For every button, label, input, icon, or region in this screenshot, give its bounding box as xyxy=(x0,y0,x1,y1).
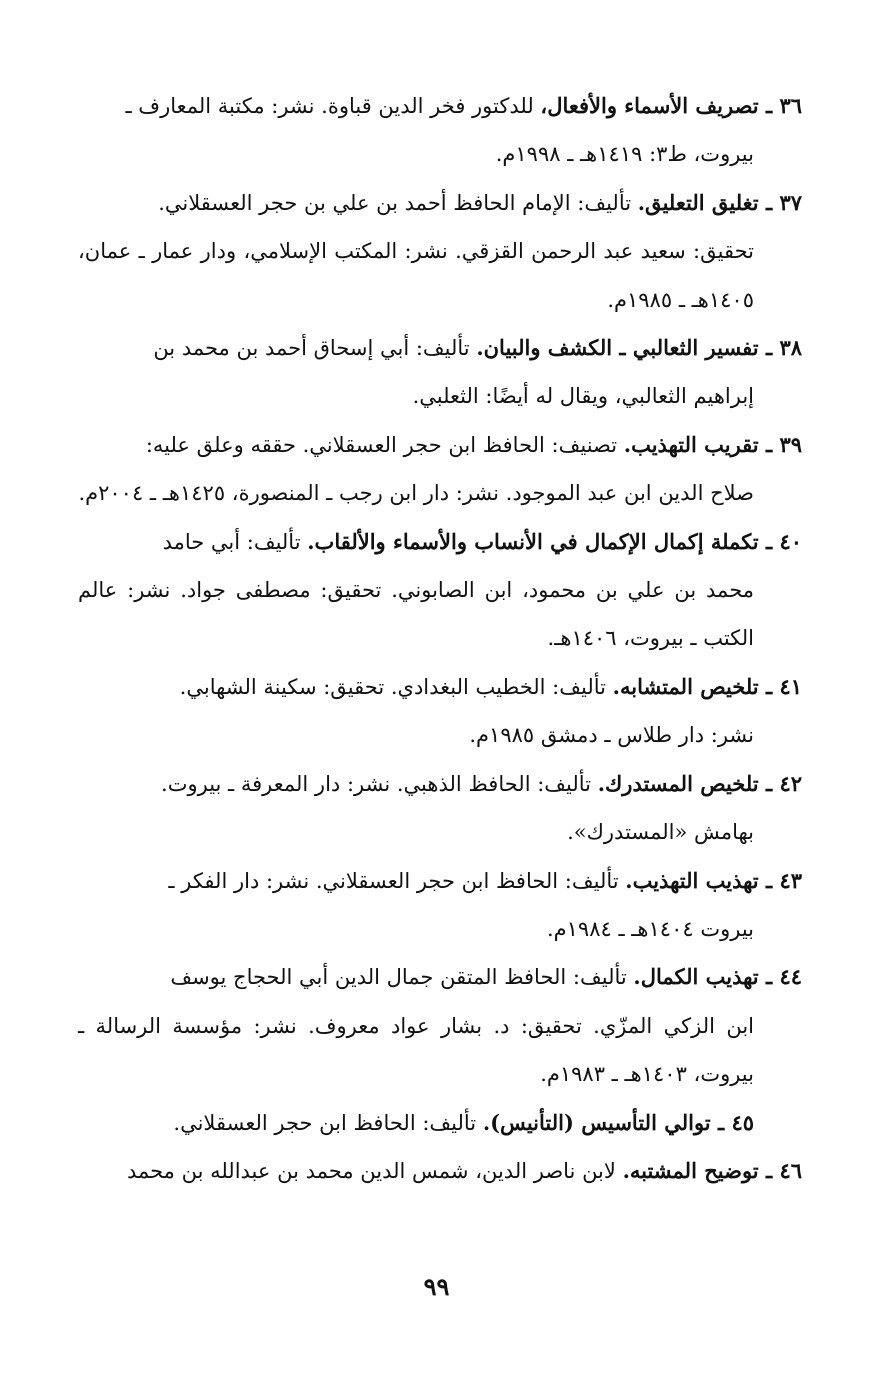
bibliography-entry xyxy=(78,324,802,421)
entry-continuation: إبراهيم الثعالبي، ويقال له أيضًا: الثعلبي. xyxy=(412,384,754,409)
bibliography-entry xyxy=(78,82,802,179)
entry-title: تلخيص المستدرك. xyxy=(597,770,759,796)
bibliography-entry xyxy=(78,857,802,954)
entry-number: ٤١ xyxy=(779,673,802,699)
entry-first-line: ٣٦ ـ تصريف الأسماء والأفعال، للدكتور فخر الدين قباوة. نشر: مكتبة المعارف ـ xyxy=(125,93,802,118)
entry-continuation: نشر: دار طلاس ـ دمشق ١٩٨٥م. xyxy=(469,723,754,748)
entry-number: ٤٥ xyxy=(731,1109,754,1135)
entry-continuation: بهامش «المستدرك». xyxy=(567,820,754,845)
bibliography-entry xyxy=(78,1099,802,1147)
entry-first-line: ٤٢ ـ تلخيص المستدرك. تأليف: الحافظ الذهبي. نشر: دار المعرفة ـ بيروت. xyxy=(161,770,802,796)
bibliography-entry xyxy=(78,421,802,518)
entry-first-line: ٤٦ ـ توضيح المشتبه. لابن ناصر الدين، شمس الدين محمد بن عبدالله بن محمد xyxy=(126,1157,802,1183)
bibliography-entry xyxy=(78,1147,802,1195)
entry-continuation: بيروت ١٤٠٤هـ ـ ١٩٨٤م. xyxy=(546,916,754,941)
entry-first-line: ٣٧ ـ تغليق التعليق. تأليف: الإمام الحافظ أحمد بن علي بن حجر العسقلاني. xyxy=(158,189,802,215)
entry-title: تلخيص المتشابه. xyxy=(612,673,759,699)
entry-title: توالي التأسيس (التأنيس). xyxy=(482,1109,711,1135)
entry-text: للدكتور فخر الدين قباوة. نشر: مكتبة المعارف ـ xyxy=(125,94,541,118)
entry-continuation: ابن الزكي المزّي. تحقيق: د. بشار عواد معروف. نشر: مؤسسة الرسالة ـ بيروت، ١٤٠٣هـ ـ ١٩٨٣م. xyxy=(78,1013,754,1087)
entry-title: تهذيب الكمال. xyxy=(633,964,759,990)
entry-text: تأليف: أبي إسحاق أحمد بن محمد بن xyxy=(153,336,477,361)
bibliography-entry xyxy=(78,518,802,663)
entry-text: تأليف: الحافظ ابن حجر العسقلاني. xyxy=(173,1110,483,1135)
entry-number: ٣٩ xyxy=(779,431,802,457)
entry-title: تهذيب التهذيب. xyxy=(625,867,759,893)
bibliography-entry xyxy=(78,953,802,1098)
entry-continuation: صلاح الدين ابن عبد الموجود. نشر: دار ابن رجب ـ المنصورة، ١٤٢٥هـ ـ ٢٠٠٤م. xyxy=(78,481,754,506)
entry-number: ٣٦ xyxy=(779,93,802,118)
entry-text: لابن ناصر الدين، شمس الدين محمد بن عبدالله بن محمد xyxy=(126,1158,623,1183)
entry-title: تقريب التهذيب. xyxy=(623,431,759,457)
entry-text: تأليف: أبي حامد xyxy=(162,529,308,554)
entry-continuation: تحقيق: سعيد عبد الرحمن القزقي. نشر: المكتب الإسلامي، ودار عمار ـ عمان، ١٤٠٥هـ ـ ١٩٨٥م. xyxy=(78,239,754,312)
entry-first-line: ٣٨ ـ تفسير الثعالبي ـ الكشف والبيان. تأليف: أبي إسحاق أحمد بن محمد بن xyxy=(153,335,802,361)
entry-number: ٣٧ xyxy=(779,189,802,215)
entry-title: تفسير الثعالبي ـ الكشف والبيان. xyxy=(476,335,759,361)
bibliography-entry xyxy=(78,179,802,324)
entry-first-line: ٤٤ ـ تهذيب الكمال. تأليف: الحافظ المتقن جمال الدين أبي الحجاج يوسف xyxy=(170,964,802,990)
entry-text: تصنيف: الحافظ ابن حجر العسقلاني. حققه وعلق عليه: xyxy=(145,432,624,457)
entry-title: تصريف الأسماء والأفعال، xyxy=(540,93,759,118)
entry-number: ٤٦ xyxy=(779,1157,802,1183)
entry-number: ٤٢ xyxy=(779,770,802,796)
entry-first-line: ٣٩ ـ تقريب التهذيب. تصنيف: الحافظ ابن حجر العسقلاني. حققه وعلق عليه: xyxy=(145,431,802,457)
bibliography-entry xyxy=(78,663,802,760)
entry-text: تأليف: الحافظ ابن حجر العسقلاني. نشر: دار الفكر ـ xyxy=(168,868,626,893)
entry-first-line: ٤٠ ـ تكملة إكمال الإكمال في الأنساب والأسماء والألقاب. تأليف: أبي حامد xyxy=(162,528,802,554)
entry-continuation: محمد بن علي بن محمود، ابن الصابوني. تحقيق: مصطفى جواد. نشر: عالم الكتب ـ بيروت، ١٤٠٦هـ. xyxy=(78,578,754,651)
entry-first-line: ٤٥ ـ توالي التأسيس (التأنيس). تأليف: الحافظ ابن حجر العسقلاني. xyxy=(173,1109,754,1135)
entry-number: ٤٣ xyxy=(779,867,802,893)
entry-text: تأليف: الخطيب البغدادي. تحقيق: سكينة الشهابي. xyxy=(179,674,613,699)
entry-text: تأليف: الحافظ الذهبي. نشر: دار المعرفة ـ بيروت. xyxy=(161,771,598,796)
entry-title: تغليق التعليق. xyxy=(637,189,759,215)
entry-number: ٤٤ xyxy=(779,964,802,990)
entry-first-line: ٤١ ـ تلخيص المتشابه. تأليف: الخطيب البغدادي. تحقيق: سكينة الشهابي. xyxy=(179,673,802,699)
entry-number: ٤٠ xyxy=(779,528,802,554)
entry-title: تكملة إكمال الإكمال في الأنساب والأسماء والألقاب. xyxy=(307,528,759,554)
entry-number: ٣٨ xyxy=(779,335,802,361)
bibliography-list xyxy=(78,82,802,1195)
bibliography-entry xyxy=(78,760,802,857)
entry-text: تأليف: الإمام الحافظ أحمد بن علي بن حجر العسقلاني. xyxy=(158,190,638,215)
page-number: ٩٩ xyxy=(423,1272,450,1301)
entry-title: توضيح المشتبه. xyxy=(622,1157,759,1183)
entry-text: تأليف: الحافظ المتقن جمال الدين أبي الحجاج يوسف xyxy=(170,965,634,990)
entry-continuation: بيروت، ط٣: ١٤١٩هـ ـ ١٩٩٨م. xyxy=(495,142,754,167)
entry-first-line: ٤٣ ـ تهذيب التهذيب. تأليف: الحافظ ابن حجر العسقلاني. نشر: دار الفكر ـ xyxy=(168,867,802,893)
